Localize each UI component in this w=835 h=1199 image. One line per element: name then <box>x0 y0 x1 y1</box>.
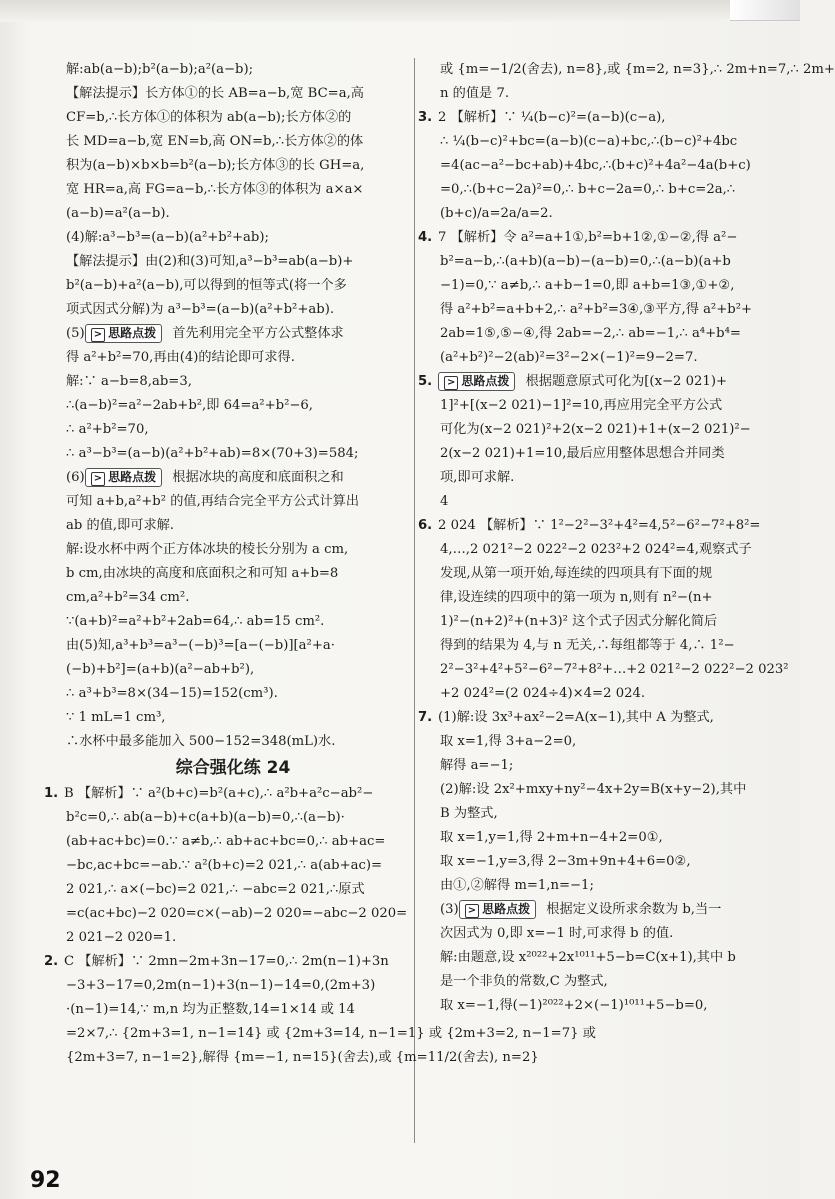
line-text: b²=a−b,∴(a+b)(a−b)−(a−b)=0,∴(a−b)(a+b <box>440 254 731 269</box>
q7-lines-line <box>440 826 770 850</box>
q5-lines-line: 5. > 思路点拨 根据题意原式可化为[(x−2 021)+ <box>440 370 770 394</box>
line-text: b²(a−b)+a²(a−b),可以得到的恒等式(将一个多 <box>66 278 347 293</box>
column-divider <box>414 58 415 1143</box>
q2-lines-line <box>66 1046 539 1070</box>
left-answer-block <box>66 58 400 754</box>
page-top-edge <box>0 0 800 22</box>
left-lines-line <box>66 106 400 130</box>
hint-badge: > 思路点拨 <box>85 468 162 487</box>
line-text: 取 x=1,y=1,得 2+m+n−4+2=0①, <box>440 830 663 845</box>
line-text: (b+c)/a=2a/a=2. <box>440 206 553 221</box>
line-text: 取 x=−1,得(−1)²⁰²²+2×(−1)¹⁰¹¹+5−b=0, <box>440 998 708 1013</box>
line-text: ∵(a+b)²=a²+b²+2ab=64,∴ ab=15 cm². <box>66 614 325 629</box>
left-lines-line <box>66 634 400 658</box>
q2-lines-line <box>66 974 400 998</box>
line-text: 1]²+[(x−2 021)−1]²=10,再应用完全平方公式 <box>440 398 723 413</box>
q3-block <box>418 106 770 226</box>
q3-lines-line <box>440 130 770 154</box>
left-lines-line <box>66 586 400 610</box>
line-text: B 【解析】∵ a²(b+c)=b²(a+c),∴ a²b+a²c−ab²− <box>64 786 374 801</box>
q4-lines-line <box>440 322 770 346</box>
line-text: b cm,由冰块的高度和底面积之和可知 a+b=8 <box>66 566 339 581</box>
line-text: 1)²−(n+2)²+(n+3)² 这个式子因式分解化简后 <box>440 614 718 629</box>
line-text: 项,即可求解. <box>440 470 515 485</box>
line-text: 发现,从第一项开始,每连续的四项具有下面的规 <box>440 566 713 581</box>
q7-lines-line <box>440 730 770 754</box>
line-text: (a−b)=a²(a−b). <box>66 206 170 221</box>
q7-lines-line <box>440 874 770 898</box>
line-text: B 为整式, <box>440 806 498 821</box>
line-text: 2²−3²+4²+5²−6²−7²+8²+…+2 021²−2 022²−2 023² <box>440 662 789 677</box>
line-text: =2×7,∴ {2m+3=1, n−1=14} 或 {2m+3=14, n−1=1} 或 {2m+3=2, n−1=7} 或 <box>66 1026 596 1041</box>
left-lines-line <box>66 298 400 322</box>
line-text: ∴ ¼(b−c)²+bc=(a−b)(c−a)+bc,∴(b−c)²+4bc <box>440 134 738 149</box>
left-lines-line: (6) > 思路点拨 根据冰块的高度和底面积之和 <box>66 470 344 485</box>
line-text: 是一个非负的常数,C 为整式, <box>440 974 608 989</box>
section-title: 综合强化练 24 <box>175 758 291 778</box>
q5-lines-line <box>440 418 770 442</box>
left-lines-line <box>66 82 400 106</box>
q2-lines-line <box>44 950 400 974</box>
q5-lines-line <box>440 394 770 418</box>
left-lines-line <box>66 490 400 514</box>
q1-lines <box>44 782 408 950</box>
q7-lines-line <box>440 922 770 946</box>
left-lines-line <box>66 58 400 82</box>
q7-block <box>418 706 770 1018</box>
line-text: cm,a²+b²=34 cm². <box>66 590 190 605</box>
line-text: 可化为(x−2 021)²+2(x−2 021)+1+(x−2 021)²− <box>440 422 751 437</box>
q6-lines-line <box>440 538 770 562</box>
line-text: (1)解:设 3x³+ax²−2=A(x−1),其中 A 为整式, <box>438 710 714 725</box>
line-text: ∴ a³−b³=(a−b)(a²+b²+ab)=8×(70+3)=584; <box>66 446 359 461</box>
hint-badge: > 思路点拨 <box>438 372 515 391</box>
hint-badge: > 思路点拨 <box>85 324 162 343</box>
q3-lines-line <box>440 202 770 226</box>
line-text: 积为(a−b)×b×b=b²(a−b);长方体③的长 GH=a, <box>66 158 365 173</box>
line-text: 长 MD=a−b,宽 EN=b,高 ON=b,∴长方体②的体 <box>66 134 364 149</box>
line-text: ∴ a³+b³=8×(34−15)=152(cm³). <box>66 686 278 701</box>
line-text: 2 024 【解析】∵ 1²−2²−3²+4²=4,5²−6²−7²+8²= <box>438 518 761 533</box>
q7-lines-line <box>440 802 770 826</box>
left-lines-line <box>66 418 400 442</box>
left-lines-line <box>66 730 400 754</box>
q6-lines-line <box>440 682 770 706</box>
page-number: 92 <box>30 1168 61 1193</box>
left-lines-line <box>66 610 400 634</box>
left-lines-line <box>66 658 400 682</box>
q4-block <box>418 226 770 370</box>
line-text: 或 {m=−1/2(舍去), n=8},或 {m=2, n=3},∴ 2m+n=7,∴ 2m+ <box>440 62 835 77</box>
q4-lines-line <box>440 346 770 370</box>
q7-lines-line <box>440 994 770 1018</box>
line-text: ∴水杯中最多能加入 500−152=348(mL)水. <box>66 734 336 749</box>
line-text: +2 024²=(2 024÷4)×4=2 024. <box>440 686 646 701</box>
question-number: 2. <box>44 954 59 969</box>
left-lines-line <box>66 130 400 154</box>
q4-lines-line <box>418 226 770 250</box>
line-text: (−b)+b²]=(a+b)(a²−ab+b²), <box>66 662 255 677</box>
q1-lines-line <box>66 854 400 878</box>
right-column <box>418 58 835 1018</box>
question-number: 4. <box>418 230 433 245</box>
line-text: −1)=0,∵ a≠b,∴ a+b−1=0,即 a+b=1③,①+②, <box>440 278 735 293</box>
question-number: 6. <box>418 518 433 533</box>
line-text: 解:∵ a−b=8,ab=3, <box>66 374 192 389</box>
q7-lines-line <box>440 850 770 874</box>
right-lines-top-line <box>440 82 770 106</box>
left-lines-line: (5) > 思路点拨 首先利用完全平方公式整体求 <box>66 326 344 341</box>
left-lines-line <box>66 202 400 226</box>
line-text: =4(ac−a²−bc+ab)+4bc,∴(b+c)²+4a²−4a(b+c) <box>440 158 751 173</box>
line-text: −bc,ac+bc=−ab.∵ a²(b+c)=2 021,∴ a(ab+ac)= <box>66 858 383 873</box>
q6-lines-line <box>418 514 770 538</box>
q7-lines-line <box>418 706 770 730</box>
line-text: =c(ac+bc)−2 020=c×(−ab)−2 020=−abc−2 020= <box>66 906 408 921</box>
left-lines-line <box>66 514 400 538</box>
q2-lines-line <box>66 1022 596 1046</box>
line-text: (ab+ac+bc)=0.∵ a≠b,∴ ab+ac+bc=0,∴ ab+ac= <box>66 834 386 849</box>
left-lines-line <box>66 346 400 370</box>
line-text: (2)解:设 2x²+mxy+ny²−4x+2y=B(x+y−2),其中 <box>440 782 747 797</box>
line-text: 7 【解析】令 a²=a+1①,b²=b+1②,①−②,得 a²− <box>438 230 738 245</box>
left-lines-line <box>66 394 400 418</box>
q5-lines-line <box>440 466 770 490</box>
q7-lines-line <box>440 754 770 778</box>
left-lines-line <box>66 154 400 178</box>
line-text: 由①,②解得 m=1,n=−1; <box>440 878 594 893</box>
question-number: 1. <box>44 786 59 801</box>
q6-lines-line <box>440 658 789 682</box>
q4-lines-line <box>440 250 770 274</box>
line-text: (4)解:a³−b³=(a−b)(a²+b²+ab); <box>66 230 269 245</box>
line-text: −3+3−17=0,2m(n−1)+3(n−1)−14=0,(2m+3) <box>66 978 376 993</box>
line-text: 次因式为 0,即 x=−1 时,可求得 b 的值. <box>440 926 674 941</box>
q1-block <box>44 782 408 950</box>
q5-lines-line <box>440 490 770 514</box>
q1-lines-line <box>66 878 400 902</box>
line-text: 【解法提示】由(2)和(3)可知,a³−b³=ab(a−b)+ <box>66 254 354 269</box>
line-text: 4 <box>440 494 449 509</box>
question-number: 3. <box>418 110 433 125</box>
q4-lines-line <box>440 274 770 298</box>
line-text: b²c=0,∴ ab(a−b)+c(a+b)(a−b)=0,∴(a−b)· <box>66 810 345 825</box>
q1-lines-line <box>44 782 400 806</box>
q7-lines-line <box>440 970 770 994</box>
left-lines-line <box>66 250 400 274</box>
line-text: 由(5)知,a³+b³=a³−(−b)³=[a−(−b)][a²+a· <box>66 638 335 653</box>
line-text: C 【解析】∵ 2mn−2m+3n−17=0,∴ 2m(n−1)+3n <box>64 954 389 969</box>
line-text: 解得 a=−1; <box>440 758 514 773</box>
q5-block <box>418 370 770 514</box>
left-lines-line <box>66 706 400 730</box>
q3-lines-line <box>440 154 770 178</box>
line-text: 项式因式分解)为 a³−b³=(a−b)(a²+b²+ab). <box>66 302 335 317</box>
line-text: 律,设连续的四项中的第一项为 n,则有 n²−(n+ <box>440 590 713 605</box>
question-number: 7. <box>418 710 433 725</box>
left-lines-line <box>66 562 400 586</box>
q6-lines-line <box>440 586 770 610</box>
q6-lines-line <box>440 634 770 658</box>
line-text: n 的值是 7. <box>440 86 510 101</box>
q6-lines-line <box>440 562 770 586</box>
line-text: {2m+3=7, n−1=2},解得 {m=−1, n=15}(舍去),或 {m=11/2(舍去), n=2} <box>66 1050 539 1065</box>
page-corner-tab <box>730 0 800 21</box>
left-lines-line <box>66 682 400 706</box>
line-text: 宽 HR=a,高 FG=a−b,∴长方体③的体积为 a×a× <box>66 182 364 197</box>
line-text: (a²+b²)²−2(ab)²=3²−2×(−1)²=9−2=7. <box>440 350 698 365</box>
question-number: 5. <box>418 374 433 389</box>
q3-lines-line <box>440 178 770 202</box>
line-text: =0,∴(b+c−2a)²=0,∴ b+c−2a=0,∴ b+c=2a,∴ <box>440 182 736 197</box>
line-text: 得到的结果为 4,与 n 无关,∴每组都等于 4,∴ 1²− <box>440 638 735 653</box>
line-text: 得 a²+b²=70,再由(4)的结论即可求得. <box>66 350 295 365</box>
q6-lines-line <box>440 610 770 634</box>
line-text: ·(n−1)=14,∵ m,n 均为正整数,14=1×14 或 14 <box>66 1002 355 1017</box>
left-lines-line <box>66 538 400 562</box>
line-text: 2(x−2 021)+1=10,最后应用整体思想合并同类 <box>440 446 725 461</box>
q1-lines-line <box>66 902 408 926</box>
q7-lines-line <box>440 778 770 802</box>
left-lines-line <box>66 178 400 202</box>
q7-lines-line <box>440 946 770 970</box>
line-text: ∴ a²+b²=70, <box>66 422 149 437</box>
left-lines-line <box>66 442 400 466</box>
line-text: 2 【解析】∵ ¼(b−c)²=(a−b)(c−a), <box>438 110 666 125</box>
q2-lines-line <box>66 998 400 1022</box>
line-text: 得 a²+b²=a+b+2,∴ a²+b²=3④,③平方,得 a²+b²+ <box>440 302 753 317</box>
line-text: 【解法提示】长方体①的长 AB=a−b,宽 BC=a,高 <box>66 86 364 101</box>
line-text: 2 021,∴ a×(−bc)=2 021,∴ −abc=2 021,∴原式 <box>66 882 365 897</box>
line-text: 取 x=1,得 3+a−2=0, <box>440 734 577 749</box>
q7-lines-line: (3) > 思路点拨 根据定义设所求余数为 b,当一 <box>440 902 722 917</box>
q1-lines-line <box>66 806 400 830</box>
line-text: CF=b,∴长方体①的体积为 ab(a−b);长方体②的 <box>66 110 352 125</box>
line-text: 4,…,2 021²−2 022²−2 023²+2 024²=4,观察式子 <box>440 542 752 557</box>
right-lines-top-line <box>440 58 835 82</box>
line-text: 解:ab(a−b);b²(a−b);a²(a−b); <box>66 62 254 77</box>
q4-lines-line <box>440 298 770 322</box>
line-text: 解:由题意,设 x²⁰²²+2x¹⁰¹¹+5−b=C(x+1),其中 b <box>440 950 736 965</box>
line-text: 取 x=−1,y=3,得 2−3m+9n+4+6=0②, <box>440 854 691 869</box>
line-text: ∵ 1 mL=1 cm³, <box>66 710 166 725</box>
left-lines-line <box>66 274 400 298</box>
q3-lines-line <box>418 106 770 130</box>
q6-block <box>418 514 789 706</box>
left-lines-line <box>66 370 400 394</box>
left-lines-line <box>66 226 400 250</box>
line-text: ∴(a−b)²=a²−2ab+b²,即 64=a²+b²−6, <box>66 398 314 413</box>
line-text: ab 的值,即可求解. <box>66 518 175 533</box>
line-text: 解:设水杯中两个正方体冰块的棱长分别为 a cm, <box>66 542 349 557</box>
line-text: 可知 a+b,a²+b² 的值,再结合完全平方公式计算出 <box>66 494 360 509</box>
q1-lines-line <box>66 926 400 950</box>
q5-lines-line <box>440 442 770 466</box>
q2-continued <box>440 58 835 106</box>
line-text: 2 021−2 020=1. <box>66 930 177 945</box>
hint-badge: > 思路点拨 <box>459 900 536 919</box>
line-text: 2ab=1⑤,⑤−④,得 2ab=−2,∴ ab=−1,∴ a⁴+b⁴= <box>440 326 741 341</box>
q1-lines-line <box>66 830 400 854</box>
